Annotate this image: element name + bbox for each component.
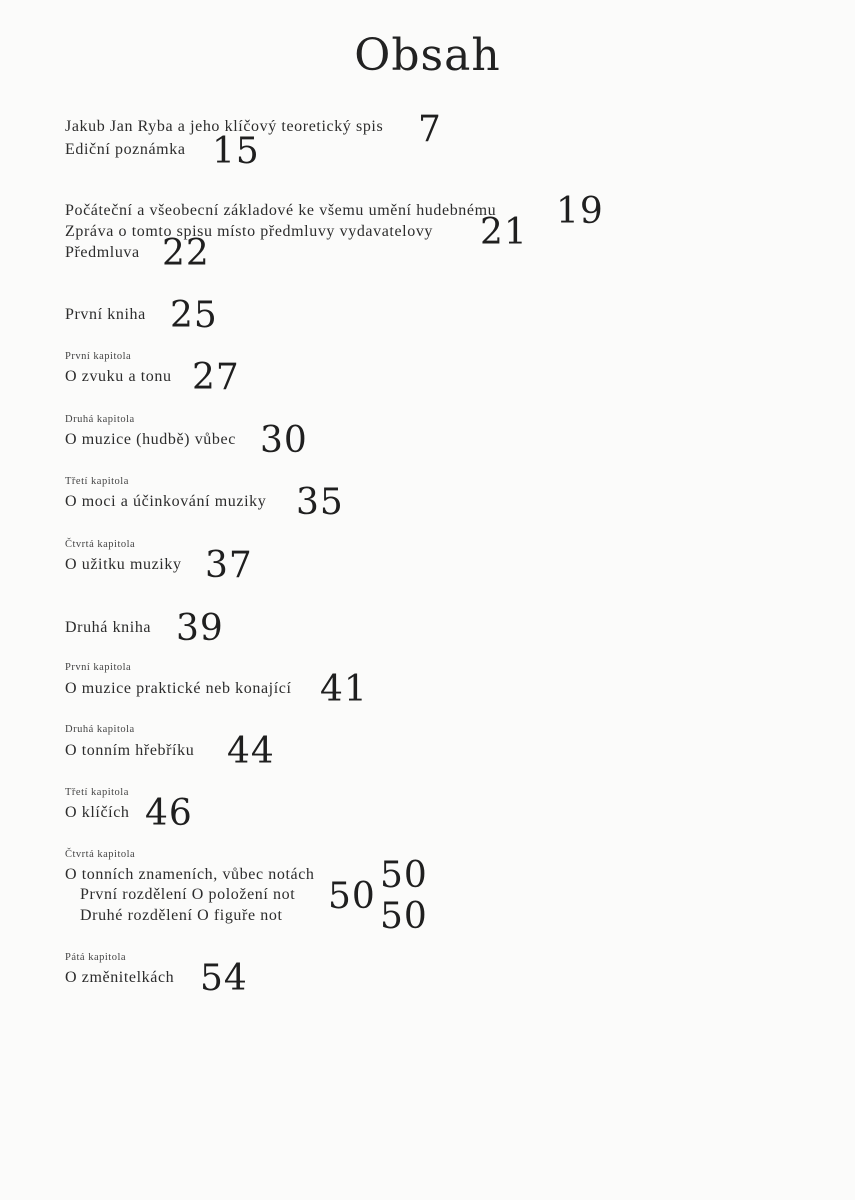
toc-page-number: 50 [380,896,428,937]
chapter-title[interactable]: O změnitelkách [65,969,175,986]
toc-page-number: 30 [260,420,308,461]
chapter-title[interactable]: O klíčích [65,804,130,821]
chapter-label: Druhá kapitola [65,414,135,425]
toc-page-number: 46 [145,793,193,834]
subchapter-title[interactable]: První rozdělení O položení not [80,886,296,903]
chapter-label: Třetí kapitola [65,787,129,798]
chapter-title[interactable]: O zvuku a tonu [65,368,172,385]
chapter-label: Pátá kapitola [65,952,127,963]
book-title[interactable]: První kniha [65,306,146,323]
toc-page-number: 19 [556,191,604,232]
chapter-title[interactable]: O tonních znameních, vůbec notách [65,866,315,883]
book-title[interactable]: Druhá kniha [65,619,152,636]
chapter-label: Čtvrtá kapitola [65,539,136,550]
toc-page-number: 54 [200,958,248,999]
toc-page-number: 41 [320,669,368,710]
toc-page-number: 22 [162,233,210,274]
chapter-title[interactable]: O muzice praktické neb konající [65,680,292,697]
toc-page-number: 50 [380,855,428,896]
toc-page-number: 21 [480,212,528,253]
chapter-label: První kapitola [65,662,132,673]
chapter-label: První kapitola [65,351,132,362]
toc-page-number: 37 [205,545,253,586]
chapter-label: Čtvrtá kapitola [65,849,136,860]
toc-entry-text[interactable]: Zpráva o tomto spisu místo předmluvy vydavatelovy [65,223,434,240]
page-title: Obsah [354,30,501,81]
toc-entry-text[interactable]: Jakub Jan Ryba a jeho klíčový teoretický spis [65,118,384,135]
chapter-title[interactable]: O tonním hřebříku [65,742,195,759]
subchapter-title[interactable]: Druhé rozdělení O figuře not [80,907,283,924]
chapter-label: Třetí kapitola [65,476,129,487]
toc-page-number: 27 [192,357,240,398]
toc-entry-text[interactable]: Předmluva [65,244,140,261]
toc-entry-text[interactable]: Počáteční a všeobecní základové ke všemu umění hudebnému [65,202,497,219]
toc-page-number: 15 [212,131,260,172]
toc-page-number: 25 [170,295,218,336]
toc-page-number: 44 [227,731,275,772]
toc-page-number: 50 [328,876,376,917]
chapter-title[interactable]: O moci a účinkování muziky [65,493,267,510]
chapter-title[interactable]: O muzice (hudbě) vůbec [65,431,236,448]
toc-page-number: 39 [176,608,224,649]
toc-entry-text[interactable]: Ediční poznámka [65,141,186,158]
toc-page-number: 35 [296,482,344,523]
chapter-title[interactable]: O užitku muziky [65,556,182,573]
chapter-label: Druhá kapitola [65,724,135,735]
toc-page-number: 7 [418,109,442,150]
